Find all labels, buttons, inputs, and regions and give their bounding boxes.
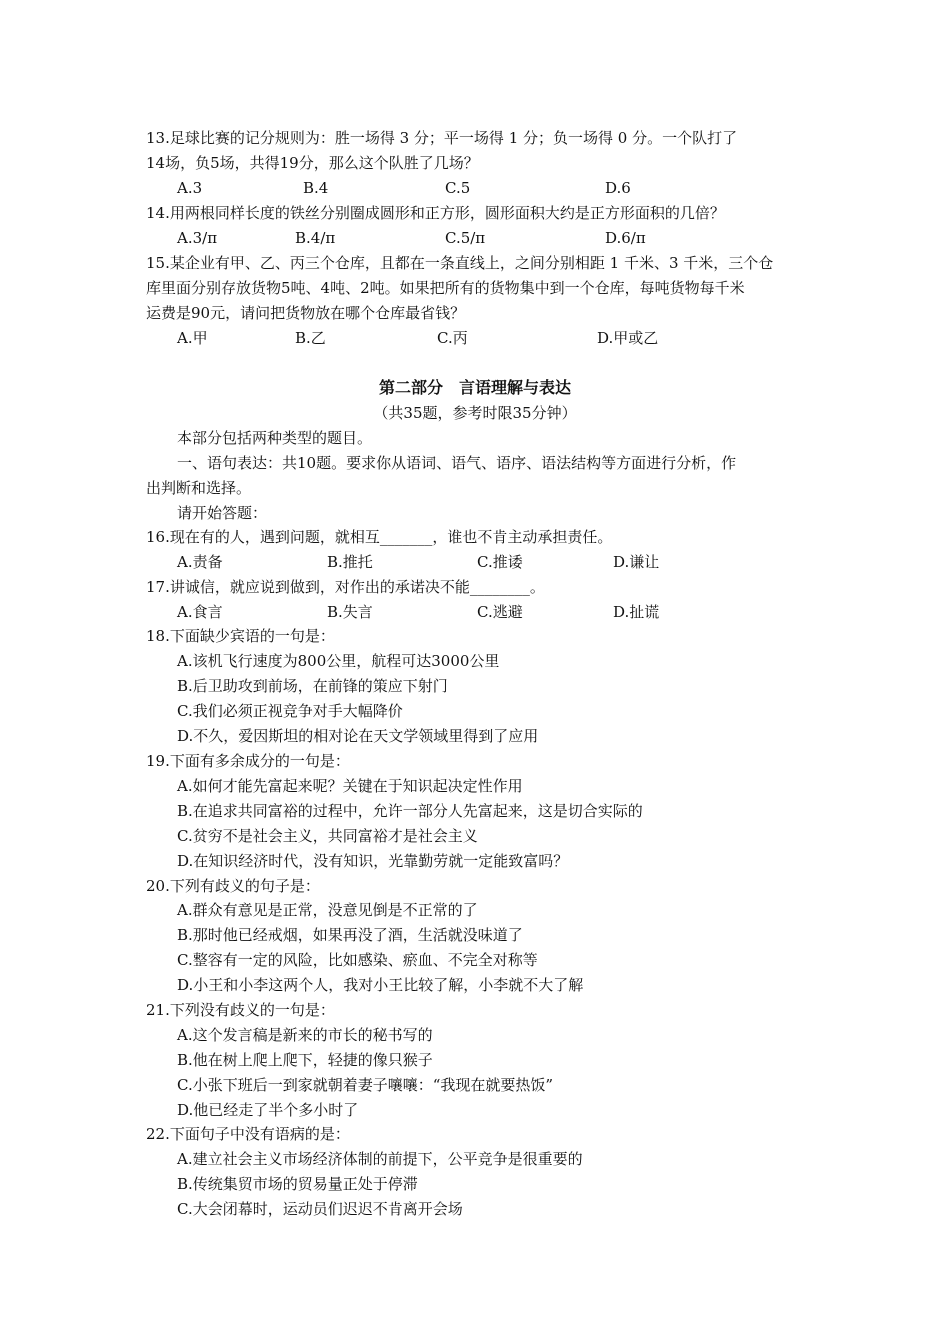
q13-option-c: C.5 [445, 179, 471, 197]
q20-option-b: B.那时他已经戒烟，如果再没了酒，生活就没味道了 [177, 926, 523, 944]
q18-option-b: B.后卫助攻到前场，在前锋的策应下射门 [177, 677, 448, 695]
q13-option-d: D.6 [605, 179, 631, 197]
q13-option-a: A.3 [177, 179, 203, 197]
q17-option-a: A.食言 [177, 603, 223, 621]
q16-option-b: B.推托 [327, 553, 373, 571]
q17-option-d: D.扯谎 [613, 603, 660, 621]
q20-option-c: C.整容有一定的风险，比如感染、瘀血、不完全对称等 [177, 951, 538, 969]
q19-option-d: D.在知识经济时代，没有知识，光靠勤劳就一定能致富吗？ [177, 852, 569, 870]
q14-option-b: B.4/π [295, 229, 336, 247]
q15-option-b: B.乙 [295, 329, 326, 347]
q19-stem: 19.下面有多余成分的一句是： [146, 752, 350, 770]
q15-option-a: A.甲 [177, 329, 208, 347]
q22-stem: 22.下面句子中没有语病的是： [146, 1125, 350, 1143]
q15-stem-line1: 15.某企业有甲、乙、丙三个仓库，且都在一条直线上，之间分别相距 1 千米、3 千米，三个仓 [146, 254, 774, 272]
q19-option-c: C.贫穷不是社会主义，共同富裕才是社会主义 [177, 827, 478, 845]
q21-option-c: C.小张下班后一到家就朝着妻子嚷嚷：“我现在就要热饭” [177, 1076, 554, 1094]
q22-option-a: A.建立社会主义市场经济体制的前提下，公平竞争是很重要的 [177, 1150, 583, 1168]
q15-option-d: D.甲或乙 [597, 329, 659, 347]
q22-option-b: B.传统集贸市场的贸易量正处于停滞 [177, 1175, 418, 1193]
q15-stem-line3: 运费是90元，请问把货物放在哪个仓库最省钱？ [146, 304, 466, 322]
q16-option-d: D.谦让 [613, 553, 660, 571]
part1-instructions-line1: 一、语句表达：共10题。要求你从语词、语气、语序、语法结构等方面进行分析，作 [177, 454, 737, 472]
q21-option-d: D.他已经走了半个多小时了 [177, 1101, 359, 1119]
q18-stem: 18.下面缺少宾语的一句是： [146, 627, 335, 645]
q14-option-d: D.6/π [605, 229, 646, 247]
q15-stem-line2: 库里面分别存放货物5吨、4吨、2吨。如果把所有的货物集中到一个仓库，每吨货物每千米 [146, 279, 745, 297]
start-prompt: 请开始答题： [177, 504, 268, 522]
q14-stem: 14.用两根同样长度的铁丝分别圈成圆形和正方形，圆形面积大约是正方形面积的几倍？ [146, 204, 725, 222]
q20-stem: 20.下列有歧义的句子是： [146, 877, 320, 895]
section-subtitle: （共35题，参考时限35分钟） [373, 404, 577, 422]
q22-option-c: C.大会闭幕时，运动员们迟迟不肯离开会场 [177, 1200, 463, 1218]
q17-stem: 17.讲诚信，就应说到做到，对作出的承诺决不能________。 [146, 578, 545, 596]
q13-stem-line1: 13.足球比赛的记分规则为：胜一场得 3 分；平一场得 1 分；负一场得 0 分。一个队打了 [146, 129, 738, 147]
q21-option-b: B.他在树上爬上爬下，轻捷的像只猴子 [177, 1051, 433, 1069]
q21-stem: 21.下列没有歧义的一句是： [146, 1001, 335, 1019]
q20-option-d: D.小王和小李这两个人，我对小王比较了解，小李就不大了解 [177, 976, 584, 994]
q15-option-c: C.丙 [437, 329, 468, 347]
q13-option-b: B.4 [303, 179, 329, 197]
q17-option-b: B.失言 [327, 603, 373, 621]
q13-stem-line2: 14场，负5场，共得19分，那么这个队胜了几场？ [146, 154, 479, 172]
q16-option-c: C.推诿 [477, 553, 523, 571]
q18-option-a: A.该机飞行速度为800公里，航程可达3000公里 [177, 652, 500, 670]
section-intro: 本部分包括两种类型的题目。 [177, 429, 373, 447]
q16-option-a: A.责备 [177, 553, 223, 571]
q16-stem: 16.现在有的人，遇到问题，就相互_______，谁也不肯主动承担责任。 [146, 528, 613, 546]
q17-option-c: C.逃避 [477, 603, 523, 621]
part1-instructions-line2: 出判断和选择。 [146, 479, 252, 497]
q20-option-a: A.群众有意见是正常，没意见倒是不正常的了 [177, 901, 478, 919]
q14-option-a: A.3/π [177, 229, 218, 247]
q18-option-d: D.不久，爱因斯坦的相对论在天文学领域里得到了应用 [177, 727, 539, 745]
section-title: 第二部分 言语理解与表达 [378, 378, 571, 397]
q19-option-a: A.如何才能先富起来呢？关键在于知识起决定性作用 [177, 777, 523, 795]
q18-option-c: C.我们必须正视竞争对手大幅降价 [177, 702, 403, 720]
q19-option-b: B.在追求共同富裕的过程中，允许一部分人先富起来，这是切合实际的 [177, 802, 643, 820]
q21-option-a: A.这个发言稿是新来的市长的秘书写的 [177, 1026, 433, 1044]
q14-option-c: C.5/π [445, 229, 486, 247]
